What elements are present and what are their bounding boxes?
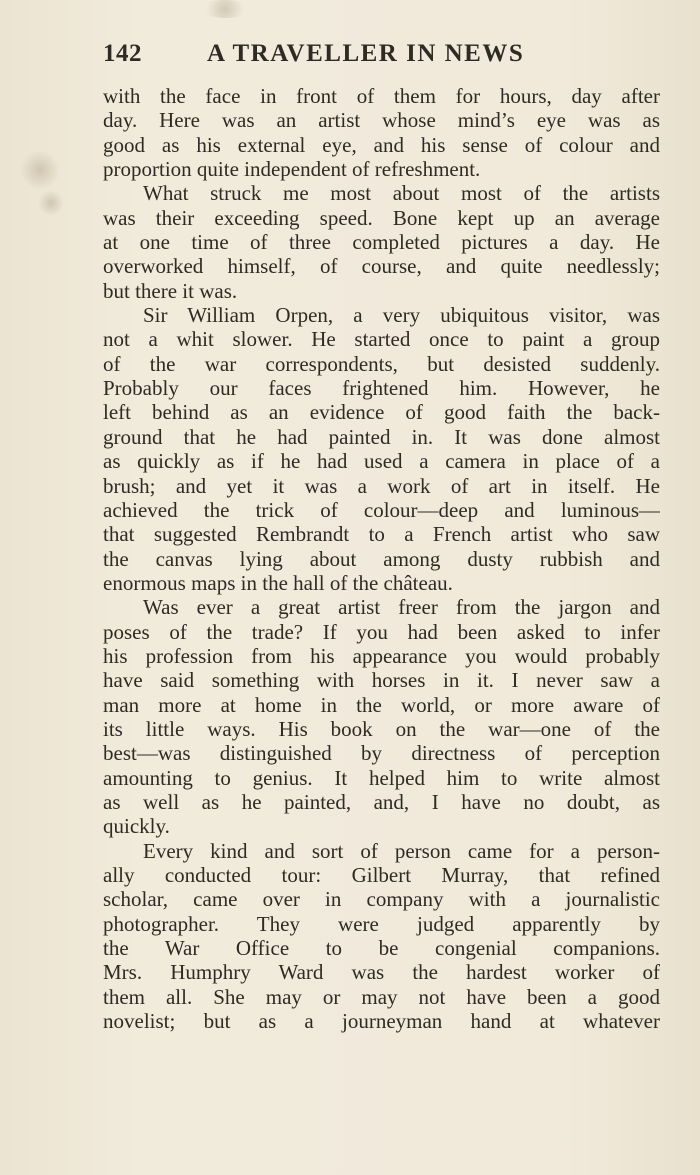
text-line: man more at home in the world, or more aware of <box>103 692 660 717</box>
text-line: was their exceeding speed. Bone kept up an average <box>103 205 660 230</box>
page-stain <box>200 0 250 18</box>
text-line: achieved the trick of colour—deep and luminous— <box>103 497 660 522</box>
text-line: Mrs. Humphry Ward was the hardest worker of <box>103 960 660 985</box>
text-line: quickly. <box>103 814 170 839</box>
text-line: with the face in front of them for hours, day after <box>103 84 660 108</box>
text-line: as well as he painted, and, I have no doubt, as <box>103 789 660 814</box>
text-line: enormous maps in the hall of the château. <box>103 570 453 595</box>
text-line: What struck me most about most of the artists <box>143 181 660 206</box>
text-line: Sir William Orpen, a very ubiquitous visitor, was <box>143 303 660 328</box>
page-number: 142 <box>103 40 142 67</box>
text-line: have said something with horses in it. I never saw a <box>103 668 660 693</box>
text-line: best—was distinguished by directness of perception <box>103 741 660 766</box>
text-line: overworked himself, of course, and quite needlessly; <box>103 254 660 279</box>
text-line: Was ever a great artist freer from the jargon and <box>143 595 660 620</box>
text-line: novelist; but as a journeyman hand at whatever <box>103 1009 660 1034</box>
body-text <box>103 84 660 1033</box>
text-line: that suggested Rembrandt to a French artist who saw <box>103 522 660 547</box>
text-line: good as his external eye, and his sense of colour and <box>103 132 660 157</box>
text-line: amounting to genius. It helped him to write almost <box>103 765 660 790</box>
running-title: A TRAVELLER IN NEWS <box>207 40 525 67</box>
text-line: ally conducted tour: Gilbert Murray, that refined <box>103 863 660 887</box>
text-line: brush; and yet it was a work of art in itself. He <box>103 473 660 498</box>
text-line: as quickly as if he had used a camera in place of a <box>103 449 660 474</box>
page-stain <box>38 190 64 216</box>
text-line: proportion quite independent of refreshment. <box>103 157 481 182</box>
text-line: the canvas lying about among dusty rubbish and <box>103 546 660 571</box>
text-line: but there it was. <box>103 278 238 303</box>
page-stain <box>20 150 60 190</box>
text-line: not a whit slower. He started once to paint a group <box>103 327 660 352</box>
text-line: them all. She may or may not have been a good <box>103 984 660 1009</box>
text-line: the War Office to be congenial companions. <box>103 936 660 961</box>
text-line: poses of the trade? If you had been asked to infer <box>103 619 660 644</box>
text-line: of the war correspondents, but desisted suddenly. <box>103 351 660 376</box>
text-line: Every kind and sort of person came for a person- <box>143 838 660 863</box>
text-line: photographer. They were judged apparently by <box>103 911 660 936</box>
text-line: at one time of three completed pictures a day. He <box>103 230 660 255</box>
text-line: ground that he had painted in. It was done almost <box>103 424 660 449</box>
text-line: left behind as an evidence of good faith the back- <box>103 400 660 425</box>
text-line: its little ways. His book on the war—one of the <box>103 716 660 741</box>
text-line: scholar, came over in company with a journalistic <box>103 887 660 912</box>
text-line: Probably our faces frightened him. However, he <box>103 376 660 401</box>
page-header <box>103 40 663 76</box>
text-line: day. Here was an artist whose mind’s eye was as <box>103 108 660 133</box>
text-line: his profession from his appearance you would probably <box>103 643 660 668</box>
